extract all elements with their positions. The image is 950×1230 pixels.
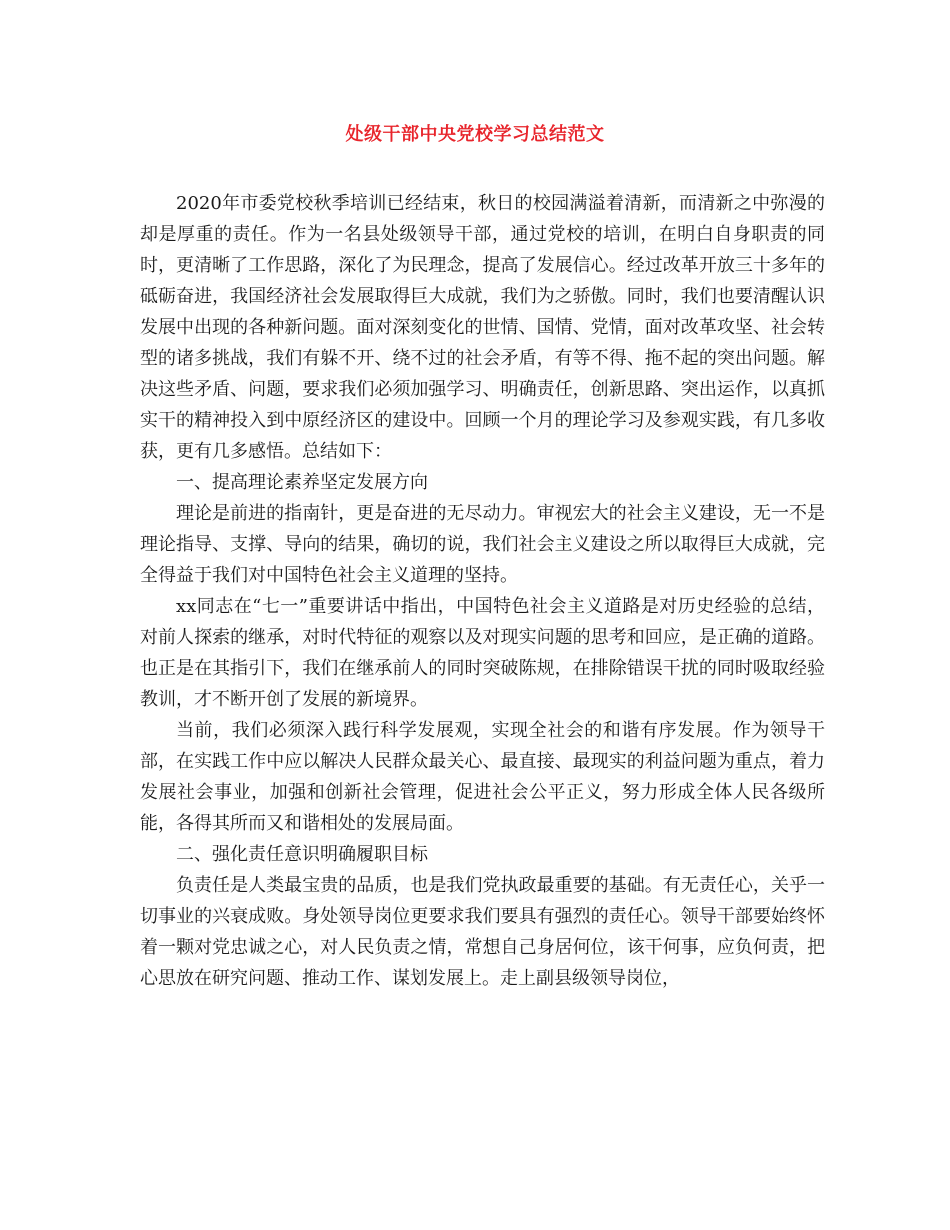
paragraph-development: 当前，我们必须深入践行科学发展观，实现全社会的和谐有序发展。作为领导干部，在实践工作中应以解决人民群众最关心、最直接、最现实的利益问题为重点，着力发展社会事业，加强和创新社会管理，促进社会公平正义，努力形成全体人民各级所能，各得其所而又和谐相处的发展局面。 <box>140 720 825 834</box>
paragraph-speech: xx同志在“七一”重要讲话中指出，中国特色社会主义道路是对历史经验的总结，对前人探索的继承，对时代特征的观察以及对现实问题的思考和回应，是正确的道路。也正是在其指引下，我们在继承前人的同时突破陈规，在排除错误干扰的同时吸取经验教训，才不断开创了发展的新境界。 <box>140 596 825 710</box>
document-body <box>140 188 825 994</box>
section-heading-1: 一、提高理论素养坚定发展方向 <box>176 472 428 493</box>
document-title: 处级干部中央党校学习总结范文 <box>345 124 605 145</box>
section-heading-2: 二、强化责任意识明确履职目标 <box>176 844 428 865</box>
paragraph-responsibility: 负责任是人类最宝贵的品质，也是我们党执政最重要的基础。有无责任心，关乎一切事业的兴衰成败。身处领导岗位更要求我们要具有强烈的责任心。领导干部要始终怀着一颗对党忠诚之心，对人民负责之情，常想自己身居何位，该干何事，应负何责，把心思放在研究问题、推动工作、谋划发展上。走上副县级领导岗位， <box>140 875 825 989</box>
paragraph-theory: 理论是前进的指南针，更是奋进的无尽动力。审视宏大的社会主义建设，无一不是理论指导、支撑、导向的结果，确切的说，我们社会主义建设之所以取得巨大成就，完全得益于我们对中国特色社会主义道理的坚持。 <box>140 503 825 586</box>
paragraph-intro: 2020年市委党校秋季培训已经结束，秋日的校园满溢着清新，而清新之中弥漫的却是厚重的责任。作为一名县处级领导干部，通过党校的培训，在明白自身职责的同时，更清晰了工作思路，深化了为民理念，提高了发展信心。经过改革开放三十多年的砥砺奋进，我国经济社会发展取得巨大成就，我们为之骄傲。同时，我们也要清醒认识发展中出现的各种新问题。面对深刻变化的世情、国情、党情，面对改革攻坚、社会转型的诸多挑战，我们有躲不开、绕不过的社会矛盾，有等不得、拖不起的突出问题。解决这些矛盾、问题，要求我们必须加强学习、明确责任，创新思路、突出运作，以真抓实干的精神投入到中原经济区的建设中。回顾一个月的理论学习及参观实践，有几多收获，更有几多感悟。总结如下： <box>140 193 825 462</box>
